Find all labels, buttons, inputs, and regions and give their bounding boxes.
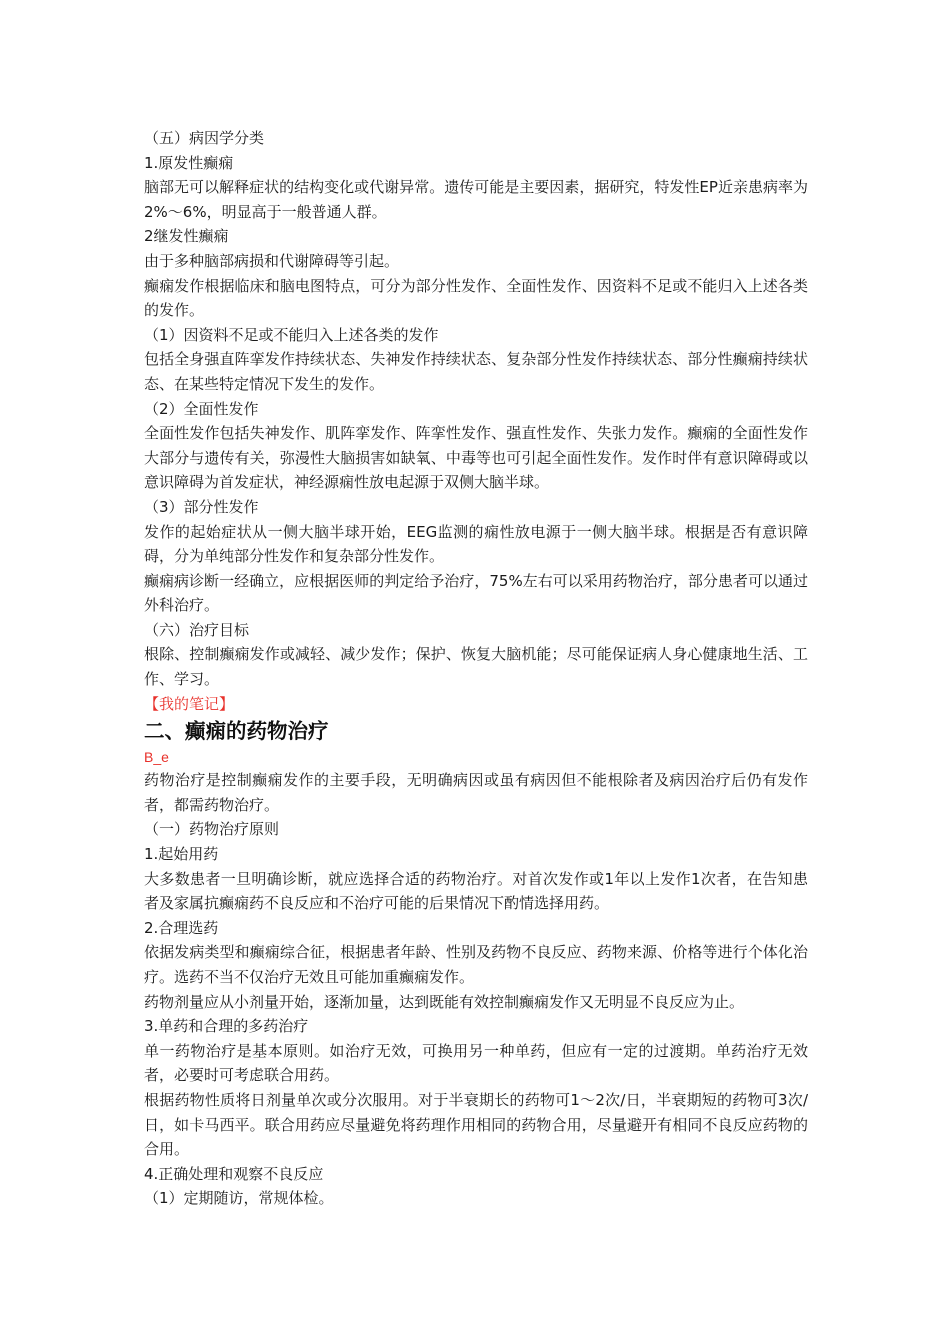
item-title: 4.正确处理和观察不良反应 — [144, 1164, 324, 1183]
subsection-title: （六）治疗目标 — [144, 620, 250, 639]
paragraph: 由于多种脑部病损和代谢障碍等引起。 — [144, 251, 400, 270]
item-title: 2继发性癫痫 — [144, 227, 229, 246]
paragraph: 癫痫发作根据临床和脑电图特点，可分为部分性发作、全面性发作、因资料不足或不能归入上述各类的发作。 — [144, 276, 808, 320]
paragraph: 包括全身强直阵挛发作持续状态、失神发作持续状态、复杂部分性发作持续状态、部分性癫痫持续状态、在某些特定情况下发生的发作。 — [144, 350, 808, 393]
paragraph: 单一药物治疗是基本原则。如治疗无效，可换用另一种单药，但应有一定的过渡期。单药治疗无效者，必要时可考虑联合用药。 — [144, 1041, 808, 1085]
item-title: 1.原发性癫痫 — [144, 153, 234, 172]
subsection-title: （一）药物治疗原则 — [144, 820, 280, 839]
paragraph: 脑部无可以解释症状的结构变化或代谢异常。遗传可能是主要因素，据研究，特发性EP近亲患病率为2%～6%，明显高于一般普通人群。 — [144, 178, 808, 221]
paragraph: 全面性发作包括失神发作、肌阵挛发作、阵挛性发作、强直性发作、失张力发作。癫痫的全面性发作大部分与遗传有关，弥漫性大脑损害如缺氧、中毒等也可引起全面性发作。发作时伴有意识障碍或以意识障碍为首发症状，神经源痫性放电起源于双侧大脑半球。 — [144, 424, 808, 492]
item-title: （1）因资料不足或不能归入上述各类的发作 — [144, 325, 439, 344]
paragraph: （1）定期随访，常规体检。 — [144, 1189, 334, 1208]
paragraph: 药物治疗是控制癫痫发作的主要手段，无明确病因或虽有病因但不能根除者及病因治疗后仍有发作者，都需药物治疗。 — [144, 771, 808, 814]
item-title: （3）部分性发作 — [144, 497, 259, 516]
item-title: 1.起始用药 — [144, 845, 219, 864]
item-title: 2.合理选药 — [144, 918, 219, 937]
subsection-title: （五）病因学分类 — [144, 129, 265, 147]
paragraph: 癫痫病诊断一经确立，应根据医师的判定给予治疗，75%左右可以采用药物治疗，部分患者可以通过外科治疗。 — [144, 571, 808, 615]
paragraph: 依据发病类型和癫痫综合征，根据患者年龄、性别及药物不良反应、药物来源、价格等进行个体化治疗。选药不当不仅治疗无效且可能加重癫痫发作。 — [144, 943, 808, 986]
note-label: 【我的笔记】 — [144, 694, 235, 713]
section-heading: 二、癫痫的药物治疗 — [144, 719, 329, 744]
item-title: 3.单药和合理的多药治疗 — [144, 1017, 309, 1036]
code-label: B_e — [144, 749, 169, 766]
paragraph: 药物剂量应从小剂量开始，逐渐加量，达到既能有效控制癫痫发作又无明显不良反应为止。 — [144, 992, 745, 1011]
paragraph: 根除、控制癫痫发作或减轻、减少发作；保护、恢复大脑机能；尽可能保证病人身心健康地生活、工作、学习。 — [144, 645, 808, 689]
paragraph: 发作的起始症状从一侧大脑半球开始，EEG监测的痫性放电源于一侧大脑半球。根据是否有意识障碍，分为单纯部分性发作和复杂部分性发作。 — [144, 522, 808, 566]
item-title: （2）全面性发作 — [144, 399, 259, 418]
paragraph: 根据药物性质将日剂量单次或分次服用。对于半衰期长的药物可1～2次/日，半衰期短的药物可3次/日，如卡马西平。联合用药应尽量避免将药理作用相同的药物合用，尽量避开有相同不良反应药物的合用。 — [144, 1090, 808, 1159]
paragraph: 大多数患者一旦明确诊断，就应选择合适的药物治疗。对首次发作或1年以上发作1次者，在告知患者及家属抗癫痫药不良反应和不治疗可能的后果情况下酌情选择用药。 — [144, 869, 808, 913]
document-page — [144, 126, 808, 1211]
